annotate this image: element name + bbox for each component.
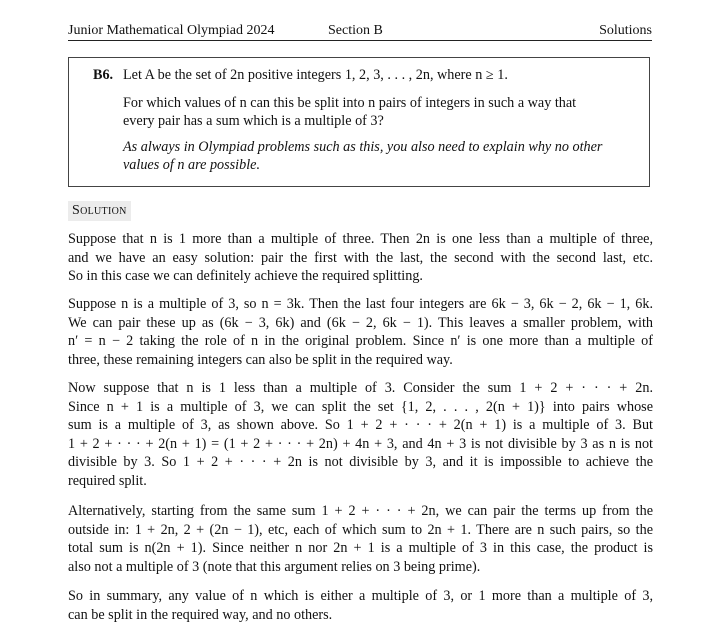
problem-question-line: every pair has a sum which is a multiple of 3? bbox=[123, 113, 384, 129]
header-solutions: Solutions bbox=[599, 23, 652, 38]
problem-note-line: As always in Olympiad problems such as this, you also need to explain why no other bbox=[123, 139, 603, 155]
text-line: Now suppose that n is 1 less than a multiple of 3. Consider the sum 1 + 2 + · · · + 2n. bbox=[68, 380, 653, 396]
problem-question-line: For which values of n can this be split into n pairs of integers in such a way that bbox=[123, 95, 577, 111]
text-line: can be split in the required way, and no others. bbox=[68, 606, 333, 623]
text-line: Suppose that n is 1 more than a multiple of three. Then 2n is one less than a multiple of three, bbox=[68, 231, 653, 247]
text-line: required split. bbox=[68, 472, 147, 489]
solution-paragraph bbox=[68, 587, 653, 624]
text-line: also not a multiple of 3 (note that this argument relies on 3 being prime). bbox=[68, 558, 481, 575]
text-line: 1 + 2 + · · · + 2(n + 1) = (1 + 2 + · · · + 2n) + 4n + 3, and 4n + 3 is not divisible by 3 as n is not bbox=[68, 435, 653, 452]
solution-heading: Solution bbox=[68, 201, 131, 221]
problem-box bbox=[68, 57, 650, 187]
problem-statement-line: Let A be the set of 2n positive integers 1, 2, 3, . . . , 2n, where n ≥ 1. bbox=[123, 67, 508, 83]
text-line: sum is a multiple of 3, as shown above. So 1 + 2 + · · · + 2(n + 1) is a multiple of 3. But bbox=[68, 417, 653, 434]
header-competition-title: Junior Mathematical Olympiad 2024 bbox=[68, 23, 275, 38]
text-line: three, these remaining integers can also be split in the required way. bbox=[68, 351, 453, 368]
text-line: total sum is n(2n + 1). Since neither n nor 2n + 1 is a multiple of 3 in this case, the product is bbox=[68, 540, 653, 557]
solution-paragraph bbox=[68, 502, 653, 576]
text-line: So in summary, any value of n which is either a multiple of 3, or 1 more than a multiple of 3, bbox=[68, 588, 653, 604]
text-line: and we have an easy solution: pair the first with the last, the second with the second last, etc. bbox=[68, 249, 653, 266]
problem-number: B6. bbox=[93, 67, 114, 83]
solution-paragraph bbox=[68, 379, 653, 491]
text-line: So in this case we can definitely achieve the required splitting. bbox=[68, 268, 423, 285]
text-line: n′ = n − 2 taking the role of n in the original problem. Since n′ is one more than a multiple of bbox=[68, 333, 653, 350]
solution-paragraph bbox=[68, 230, 653, 286]
problem-note-line: values of n are possible. bbox=[123, 157, 260, 173]
text-line: Since n + 1 is a multiple of 3, we can split the set {1, 2, . . . , 2(n + 1)} into pairs whose bbox=[68, 398, 653, 415]
text-line: Alternatively, starting from the same sum 1 + 2 + · · · + 2n, we can pair the terms up from the bbox=[68, 503, 653, 519]
text-line: We can pair these up as (6k − 3, 6k) and (6k − 2, 6k − 1). This leaves a smaller problem, with bbox=[68, 314, 653, 331]
solution-paragraph bbox=[68, 295, 653, 369]
page-header bbox=[68, 22, 652, 41]
header-section: Section B bbox=[328, 23, 383, 38]
text-line: divisible by 3. So 1 + 2 + · · · + 2n is not divisible by 3, and it is impossible to achieve the bbox=[68, 454, 653, 471]
text-line: Suppose n is a multiple of 3, so n = 3k. Then the last four integers are 6k − 3, 6k − 2, 6k − 1, 6k. bbox=[68, 296, 653, 312]
text-line: outside in: 1 + 2n, 2 + (2n − 1), etc, each of which sum to 2n + 1. There are n such pairs, so the bbox=[68, 521, 653, 538]
